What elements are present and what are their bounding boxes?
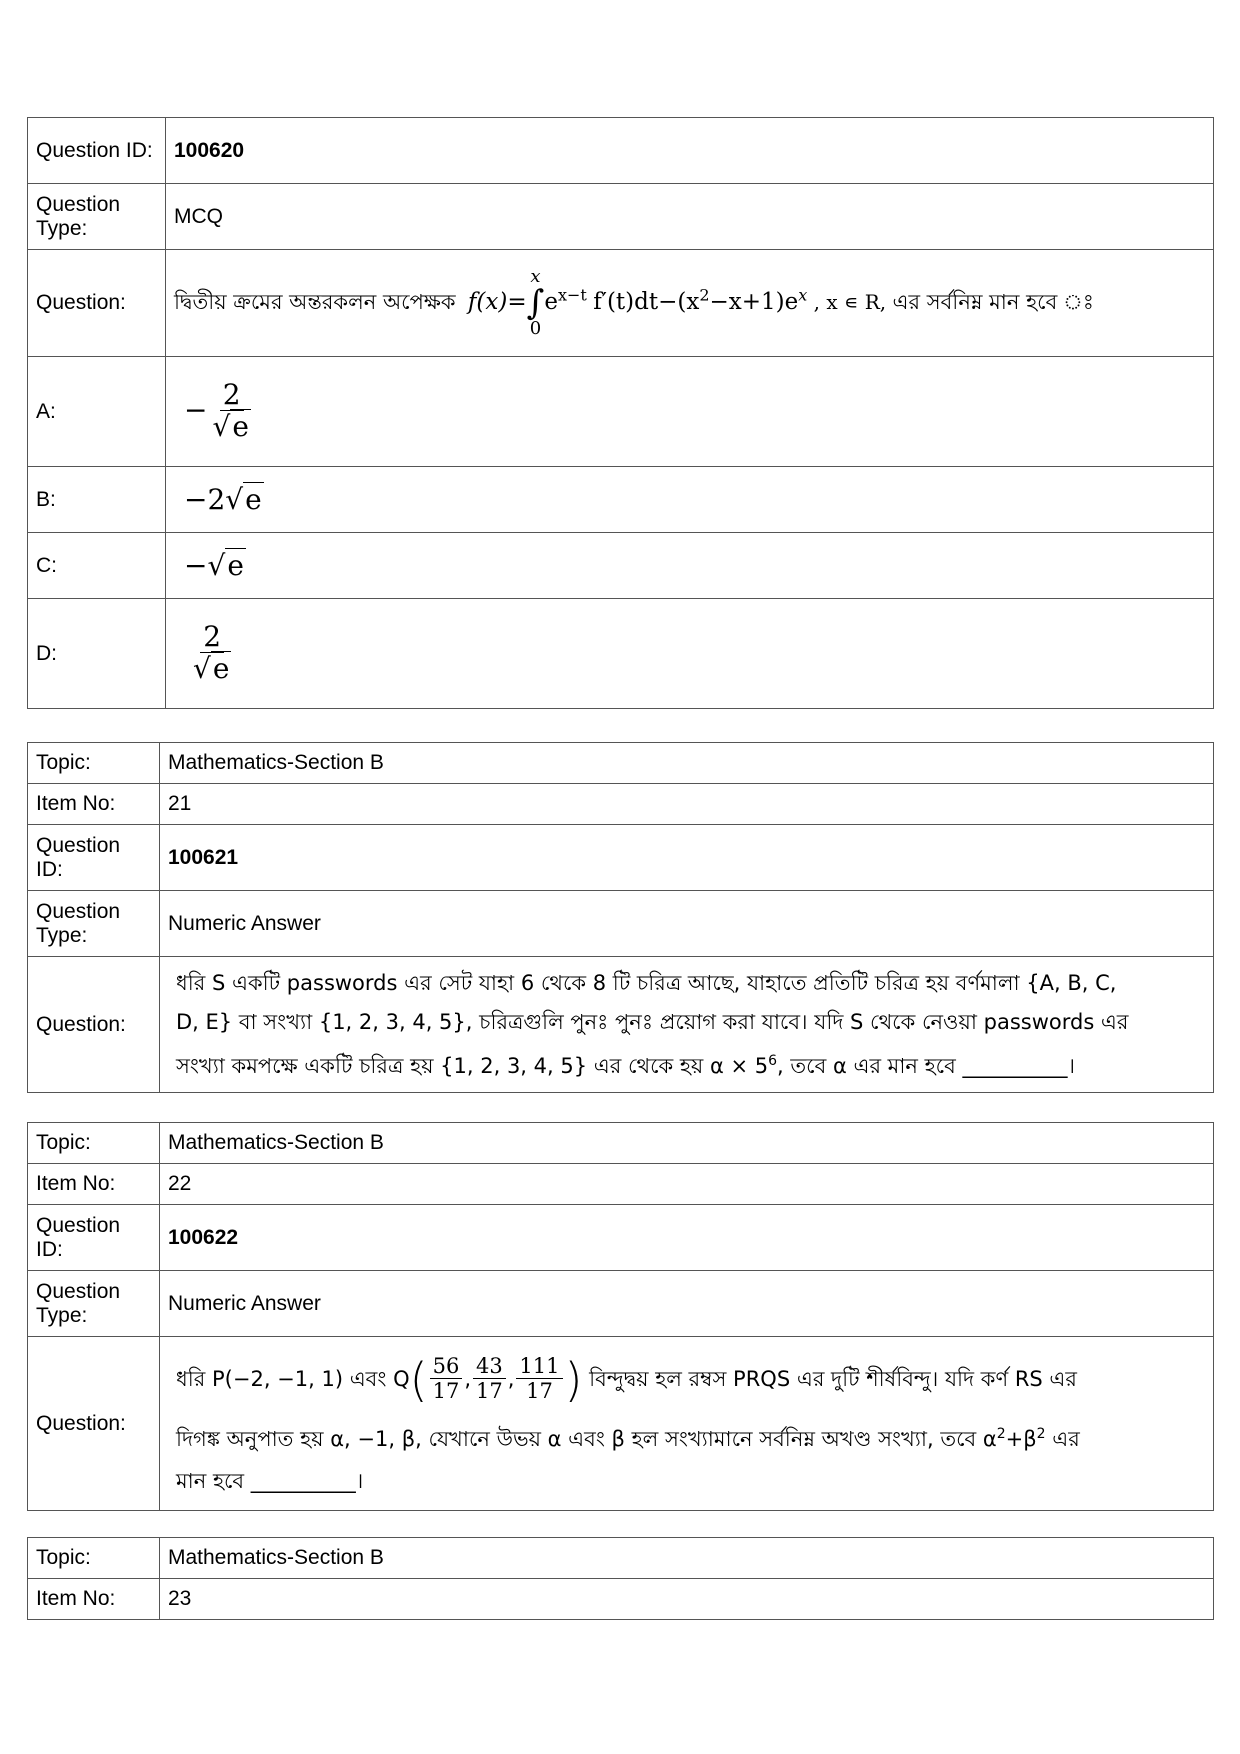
question-stem: দ্বিতীয় ক্রমের অন্তরকলন অপেক্ষক xyxy=(174,290,456,315)
question-line-2: D, E} বা সংখ্যা {1, 2, 3, 4, 5}, চরিত্রগুলি পুনঃ পুনঃ প্রয়োগ করা যাবে। যদি S থেকে নেওয়া passwords এর xyxy=(176,1009,1129,1034)
integral-symbol: ∫ xyxy=(526,283,545,323)
domain-text: , x ∊ R, xyxy=(813,290,887,315)
question-line-2b: +β xyxy=(1005,1426,1037,1451)
option-c-value: −√e xyxy=(166,533,1214,599)
question-text xyxy=(160,1337,1214,1511)
option-a-label: A: xyxy=(28,357,166,467)
option-a-numerator: 2 xyxy=(220,380,244,412)
question-type-row xyxy=(28,184,1214,250)
integrand-exponent: x−t xyxy=(557,285,587,305)
item-no-row xyxy=(28,784,1214,825)
topic-row xyxy=(28,743,1214,784)
question-line-3b: , তবে α এর মান হবে __________। xyxy=(777,1053,1075,1078)
integral-upper: x xyxy=(530,266,541,287)
fraction-111-17 xyxy=(516,1355,562,1403)
fraction-2-numerator: 43 xyxy=(473,1355,506,1379)
item-no-row xyxy=(28,1164,1214,1205)
question-100623-table xyxy=(27,1537,1214,1620)
question-id-row xyxy=(28,118,1214,184)
fraction-2-denominator: 17 xyxy=(476,1379,503,1404)
topic-value: Mathematics-Section B xyxy=(160,743,1214,784)
question-type-row xyxy=(28,1271,1214,1337)
topic-value: Mathematics-Section B xyxy=(160,1123,1214,1164)
item-no-label: Item No: xyxy=(28,784,160,825)
fraction-43-17 xyxy=(473,1355,506,1403)
topic-row xyxy=(28,1123,1214,1164)
question-type-row xyxy=(28,891,1214,957)
question-100620-table xyxy=(27,117,1214,709)
item-no-label: Item No: xyxy=(28,1164,160,1205)
question-text xyxy=(160,957,1214,1093)
question-id-label: Question ID: xyxy=(28,118,166,184)
question-line-1b: বিন্দুদ্বয় হল রম্বস PRQS এর দুটি শীর্ষবিন্দু। যদি কর্ণ RS এর xyxy=(589,1366,1077,1391)
question-100622-table xyxy=(27,1122,1214,1511)
question-row xyxy=(28,957,1214,1093)
close-paren: ) xyxy=(564,1352,583,1407)
option-c-row xyxy=(28,533,1214,599)
option-d-numerator: 2 xyxy=(200,622,224,654)
question-type-value: Numeric Answer xyxy=(160,891,1214,957)
option-b-prefix: −2 xyxy=(184,483,226,516)
question-line-1a: ধরি P(−2, −1, 1) এবং Q xyxy=(176,1366,410,1391)
question-id-value: 100622 xyxy=(160,1205,1214,1271)
question-type-value: MCQ xyxy=(166,184,1214,250)
question-line-2c: এর xyxy=(1052,1426,1080,1451)
topic-label: Topic: xyxy=(28,1123,160,1164)
option-c-radicand: e xyxy=(227,549,244,582)
item-no-value: 21 xyxy=(160,784,1214,825)
question-line-3a: সংখ্যা কমপক্ষে একটি চরিত্র হয় {1, 2, 3, 4, 5} এর থেকে হয় α × 5 xyxy=(176,1053,769,1078)
topic-row xyxy=(28,1538,1214,1579)
option-d-radicand: e xyxy=(212,652,230,686)
option-b-radicand: e xyxy=(245,483,262,516)
question-label: Question: xyxy=(28,250,166,357)
question-line-2 xyxy=(176,1412,1205,1461)
question-label: Question: xyxy=(28,1337,160,1511)
question-line-1: ধরি P(−2, −1, 1) এবং Q( $\frac{56}{17}$ , $\frac{43}{17}$ , $\frac{111}{17}$ ) বিন্দুদ্বয় হল রম্বস PRQS এর দুটি শীর্ষবিন্দু। যদি কর্ণ RS এর xyxy=(176,1352,1077,1407)
question-line-1: ধরি S একটি passwords এর সেট যাহা 6 থেকে 8 টি চরিত্র আছে, যাহাতে প্রতিটি চরিত্র হয় বর্ণমালা {A, B, C, xyxy=(176,970,1117,995)
option-d-row xyxy=(28,599,1214,709)
question-row xyxy=(28,1337,1214,1511)
option-a-fraction xyxy=(209,377,253,444)
beta-exponent: 2 xyxy=(1036,1425,1046,1442)
option-d-label: D: xyxy=(28,599,166,709)
option-b-value: −2√e xyxy=(166,467,1214,533)
question-id-label: Question ID: xyxy=(28,1205,160,1271)
question-type-label: Question Type: xyxy=(28,1271,160,1337)
option-c-label: C: xyxy=(28,533,166,599)
question-text xyxy=(166,250,1214,357)
integrand-rest2: −x+1)e xyxy=(709,289,799,316)
integrand: e xyxy=(544,289,558,316)
fraction-3-denominator: 17 xyxy=(526,1379,553,1404)
question-id-row xyxy=(28,1205,1214,1271)
option-a-row xyxy=(28,357,1214,467)
item-no-value: 23 xyxy=(160,1579,1214,1620)
option-a-radicand: e xyxy=(232,410,249,444)
question-row xyxy=(28,250,1214,357)
option-c-prefix: − xyxy=(184,549,208,582)
open-paren: ( xyxy=(409,1352,428,1407)
question-label: Question: xyxy=(28,957,160,1093)
topic-value: Mathematics-Section B xyxy=(160,1538,1214,1579)
option-d-fraction xyxy=(190,619,234,686)
item-no-value: 22 xyxy=(160,1164,1214,1205)
question-line-3 xyxy=(176,1042,1205,1086)
integral-lower: 0 xyxy=(529,318,542,339)
option-d-denominator: √e xyxy=(193,652,230,686)
topic-label: Topic: xyxy=(28,743,160,784)
option-a-denominator: √e xyxy=(212,410,249,444)
option-d-value xyxy=(166,599,1214,709)
question-100621-table xyxy=(27,742,1214,1093)
option-a-sign: − xyxy=(184,392,208,426)
question-id-value: 100621 xyxy=(160,825,1214,891)
question-id-row xyxy=(28,825,1214,891)
question-line-3: মান হবে __________। xyxy=(176,1468,364,1493)
question-line-3-exponent: 6 xyxy=(768,1052,778,1069)
integral-sign xyxy=(527,268,545,338)
question-id-value: 100620 xyxy=(166,118,1214,184)
fraction-3-numerator: 111 xyxy=(516,1355,562,1379)
fx: f(x)= xyxy=(467,289,527,316)
question-type-value: Numeric Answer xyxy=(160,1271,1214,1337)
topic-label: Topic: xyxy=(28,1538,160,1579)
question-type-label: Question Type: xyxy=(28,184,166,250)
square-exponent: 2 xyxy=(699,285,710,305)
fraction-1-denominator: 17 xyxy=(432,1379,460,1404)
item-no-row xyxy=(28,1579,1214,1620)
option-b-row xyxy=(28,467,1214,533)
integrand-rest: f′(t)dt−(x xyxy=(593,289,700,316)
question-line-2a: দিগঙ্ক অনুপাত হয় α, −1, β, যেখানে উভয় α এবং β হল সংখ্যামানে সর্বনিম্ন অখণ্ড সংখ্যা, তবে α xyxy=(176,1426,997,1451)
fraction-1-numerator: 56 xyxy=(430,1355,463,1379)
option-b-label: B: xyxy=(28,467,166,533)
option-a-value xyxy=(166,357,1214,467)
alpha-exponent: 2 xyxy=(996,1425,1006,1442)
fraction-56-17 xyxy=(430,1355,463,1403)
item-no-label: Item No: xyxy=(28,1579,160,1620)
question-tail: এর সর্বনিম্ন মান হবে ঃ xyxy=(892,290,1094,315)
question-id-label: Question ID: xyxy=(28,825,160,891)
ex-exponent: x xyxy=(798,285,808,305)
question-type-label: Question Type: xyxy=(28,891,160,957)
